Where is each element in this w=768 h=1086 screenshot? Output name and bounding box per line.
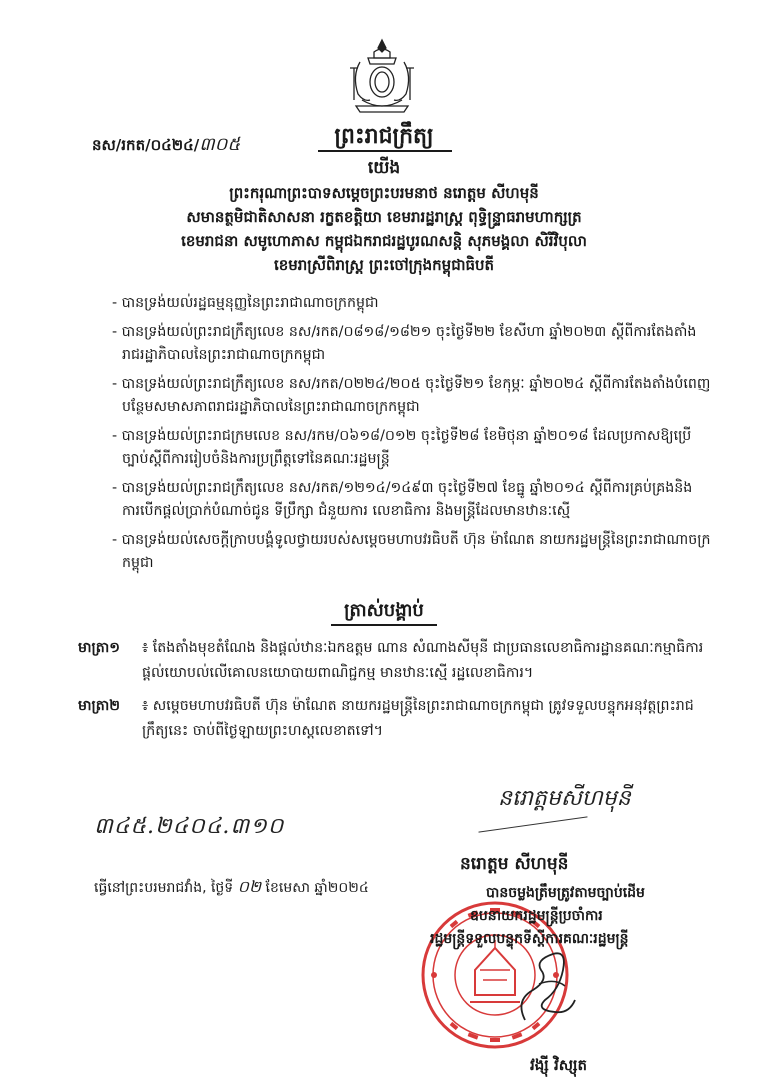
handwritten-signature-icon — [505, 940, 585, 1030]
article-1 — [78, 636, 718, 686]
reference-number-handwritten: ៣០៥ — [199, 134, 241, 155]
we-heading: យើង — [367, 158, 401, 178]
king-title-line-2: សមានត្ថមិជាតិសាសនា រក្ខតខត្តិយា ខេមរារដ្ឋរាស្ត្រ ពុទ្ធិន្ទ្រាធរាមហាក្សត្រ — [186, 208, 582, 226]
counter-signer-name: វង្ស៊ី វិស្សុត — [530, 1056, 588, 1074]
counter-title-line-3: រដ្ឋមន្ត្រីទទួលបន្ទុកទីស្តីការគណៈរដ្ឋមន្ត្រី — [430, 931, 629, 947]
article-label: មាត្រា១ — [78, 640, 120, 656]
consideration-item: - បានទ្រង់យល់រដ្ឋធម្មនុញ្ញនៃព្រះរាជាណាចក្រកម្ពុជា — [112, 295, 379, 311]
decree-underline — [331, 624, 437, 626]
king-title-line-3: ខេមរាជនា សមូហោភាស កម្ពុជឯករាជរដ្ឋបូរណសន្តិ សុភមង្គលា សិរីវិបុលា — [181, 232, 587, 250]
title-underline — [318, 150, 452, 152]
place-date-prefix: ធ្វើនៅព្រះបរមរាជវាំង, ថ្ងៃទី — [94, 880, 234, 896]
place-date — [94, 876, 369, 900]
article-text: ៖ សម្តេចមហាបវរធិបតី ហ៊ុន ម៉ាណែត នាយករដ្ឋមន្ត្រីនៃព្រះរាជាណាចក្រកម្ពុជា ត្រូវទទួលបន្ទុកអនុវត្តព្រះរាជក្រឹត្យនេះ ចាប់ពីថ្ងៃឡាយព្រះហស្តលេខាតទៅ។ — [142, 698, 694, 739]
king-title-line-4: ខេមរាស្រីពិរាស្ត្រ ព្រះចៅក្រុងកម្ពុជាធិបតី — [273, 256, 495, 274]
signer-name: នរោត្តម សីហមុនី — [460, 854, 569, 874]
place-date-day: ០២ — [237, 877, 262, 896]
document-title: ព្រះរាជក្រឹត្យ — [334, 124, 434, 149]
consideration-item: - បានទ្រង់យល់ព្រះរាជក្រឹត្យលេខ នស/រកត/១២១៤/១៤៩៣ ចុះថ្ងៃទី២៧ ខែធ្នូ ឆ្នាំ២០១៤ ស្តីពីការគ្រប់គ្រងនិងការបើកផ្តល់ប្រាក់បំណាច់ជូន ទីប្រឹក្សា ជំនួយការ លេខាធិការ និងមន្ត្រីដែលមានឋានៈស្មើ — [112, 480, 693, 519]
place-date-suffix: ខែមេសា ឆ្នាំ២០២៤ — [265, 880, 369, 896]
king-signature: នរោត្តមសីហមុនី — [498, 786, 631, 811]
consideration-item: - បានទ្រង់យល់សេចក្តីក្រាបបង្គំទូលថ្វាយរបស់សម្តេចមហាបវរធិបតី ហ៊ុន ម៉ាណែត នាយករដ្ឋមន្ត្រីនៃព្រះរាជាណាចក្រកម្ពុជា — [112, 532, 711, 571]
consideration-item: - បានទ្រង់យល់ព្រះរាជក្រមលេខ នស/រកម/០៦១៨/០១២ ចុះថ្ងៃទី២៨ ខែមិថុនា ឆ្នាំ២០១៨ ដែលប្រកាសឱ្យប្រើច្បាប់ស្តីពីការរៀបចំនិងការប្រព្រឹត្តទៅនៃគណៈរដ្ឋមន្ត្រី — [112, 428, 692, 467]
consideration-item: - បានទ្រង់យល់ព្រះរាជក្រឹត្យលេខ នស/រកត/០២២៤/២០៥ ចុះថ្ងៃទី២១ ខែកុម្ភៈ ឆ្នាំ២០២៤ ស្តីពីការតែងតាំងបំពេញបន្ថែមសមាសភាពរាជរដ្ឋាភិបាលនៃព្រះរាជាណាចក្រកម្ពុជា — [112, 376, 711, 415]
decree-heading: ត្រាស់បង្គាប់ — [344, 600, 424, 621]
considerations-list — [112, 292, 712, 581]
king-signature-stroke — [478, 816, 587, 832]
counter-title-line-2: ឧបនាយករដ្ឋមន្ត្រីប្រចាំការ — [470, 908, 603, 924]
article-label: មាត្រា២ — [78, 698, 120, 714]
consideration-item: - បានទ្រង់យល់ព្រះរាជក្រឹត្យលេខ នស/រកត/០៨១៨/១៨២១ ចុះថ្ងៃទី២២ ខែសីហា ឆ្នាំ២០២៣ ស្តីពីការតែងតាំងរាជរដ្ឋាភិបាលនៃព្រះរាជាណាចក្រកម្ពុជា — [112, 324, 697, 363]
royal-coat-of-arms-icon — [340, 38, 424, 116]
article-text: ៖ តែងតាំងមុខតំណែង និងផ្តល់ឋានៈឯកឧត្តម ណាន សំណាងសីមុនី ជាប្រធានលេខាធិការដ្ឋានគណៈកម្មាធិការផ្តល់យោបល់លើគោលនយោបាយពាណិជ្ជកម្ម មានឋានៈស្មើ រដ្ឋលេខាធិការ។ — [142, 640, 704, 681]
king-title-line-1: ព្រះករុណាព្រះបាទសម្តេចព្រះបរមនាថ នរោត្តម សីហមុនី — [229, 184, 539, 202]
article-2 — [78, 694, 718, 744]
handwritten-registry-number: ៣៤៥.២៤០៤.៣១០ — [94, 814, 285, 839]
reference-number-printed: នស/រកត/០៤២៤/ — [92, 136, 200, 154]
counter-title-line-1: បានចម្លងត្រឹមត្រូវតាមច្បាប់ដើម — [486, 885, 645, 901]
